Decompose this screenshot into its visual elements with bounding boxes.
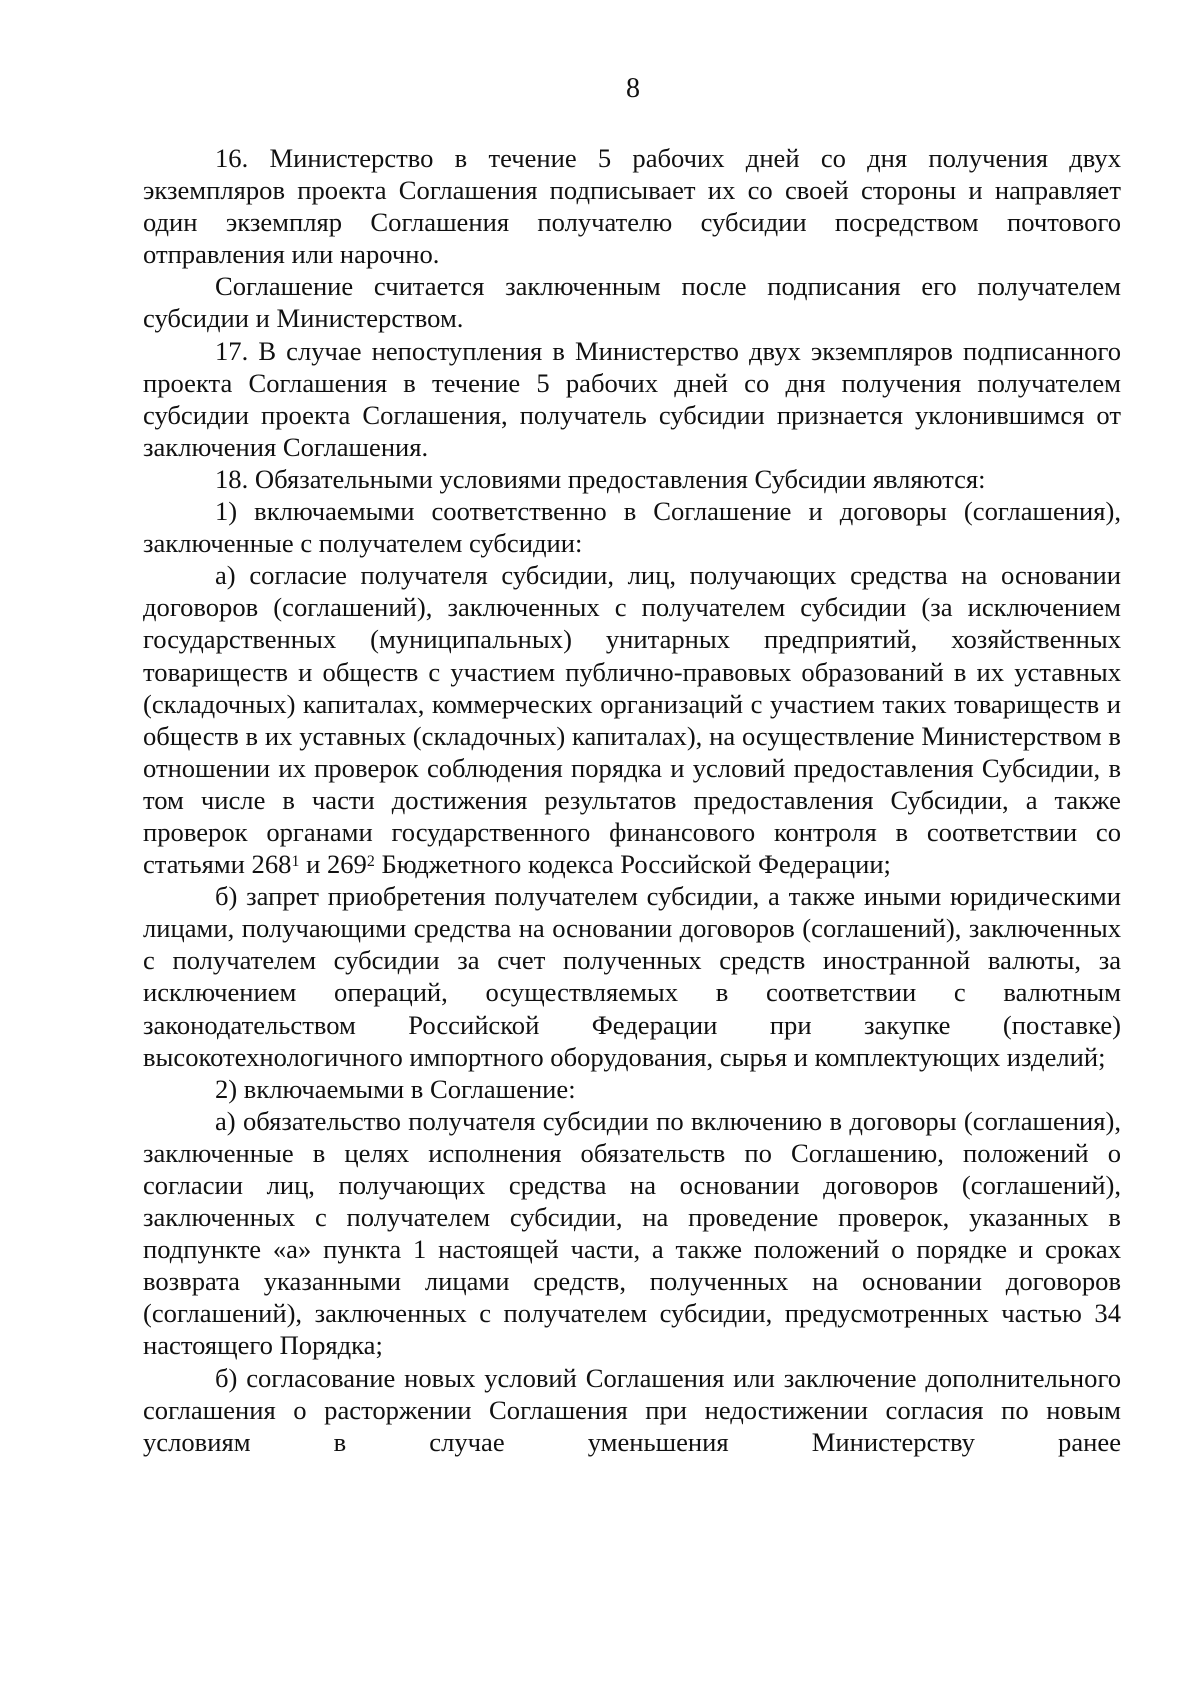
paragraph-18-item-1a-mid: и 269: [299, 849, 367, 880]
document-body: [143, 142, 1121, 1458]
page-number: 8: [626, 73, 640, 104]
superscript-1: 1: [291, 852, 300, 870]
paragraph-18-item-1a: [143, 559, 1121, 880]
paragraph-18-item-2b: б) согласование новых условий Соглашения или заключение дополнительного соглашения о расторжении Соглашения при недостижении согласия по новым условиям в случае уменьшения Министерству ранее: [143, 1362, 1121, 1457]
paragraph-agreement-concluded: Соглашение считается заключенным после подписания его получателем субсидии и Министерством.: [143, 271, 1121, 334]
paragraph-18-item-1a-end: Бюджетного кодекса Российской Федерации;: [374, 849, 891, 880]
paragraph-18-item-1: 1) включаемыми соответственно в Соглашение и договоры (соглашения), заключенные с получателем субсидии:: [143, 496, 1121, 559]
paragraph-18-item-1a-text: а) согласие получателя субсидии, лиц, получающих средства на основании договоров (соглашений), заключенных с получателем субсидии (за исключением государственных (муниципальных) унитарных предприятий, хозяйственных товариществ и обществ с участием публично-правовых образований в их уставных (складочных) капиталах, коммерческих организаций с участием таких товариществ и обществ в их уставных (складочных) капиталах), на осуществление Министерством в отношении их проверок соблюдения порядка и условий предоставления Субсидии, в том числе в части достижения результатов предоставления Субсидии, а также проверок органами государственного финансового контроля в соответствии со статьями 268: [143, 560, 1121, 880]
paragraph-18-item-2a: а) обязательство получателя субсидии по включению в договоры (соглашения), заключенные в целях исполнения обязательств по Соглашению, положений о согласии лиц, получающих средства на основании договоров (соглашений), заключенных с получателем субсидии, на проведение проверок, указанных в подпункте «а» пункта 1 настоящей части, а также положений о порядке и сроках возврата указанными лицами средств, полученных на основании договоров (соглашений), заключенных с получателем субсидии, предусмотренных частью 34 настоящего Порядка;: [143, 1105, 1121, 1361]
paragraph-18: 18. Обязательными условиями предоставления Субсидии являются:: [215, 463, 986, 494]
paragraph-18-item-2: 2) включаемыми в Соглашение:: [215, 1073, 576, 1104]
paragraph-16: 16. Министерство в течение 5 рабочих дней со дня получения двух экземпляров проекта Соглашения подписывает их со своей стороны и направляет один экземпляр Соглашения получателю субсидии посредством почтового отправления или нарочно.: [143, 143, 1121, 270]
superscript-2: 2: [366, 852, 375, 870]
paragraph-18-item-1b: б) запрет приобретения получателем субсидии, а также иными юридическими лицами, получающими средства на основании договоров (соглашений), заключенных с получателем субсидии за счет полученных средств иностранной валюты, за исключением операций, осуществляемых в соответствии с валютным законодательством Российской Федерации при закупке (поставке) высокотехнологичного импортного оборудования, сырья и комплектующих изделий;: [143, 881, 1121, 1072]
paragraph-17: 17. В случае непоступления в Министерство двух экземпляров подписанного проекта Соглашения в течение 5 рабочих дней со дня получения получателем субсидии проекта Соглашения, получатель субсидии признается уклонившимся от заключения Соглашения.: [143, 335, 1121, 462]
